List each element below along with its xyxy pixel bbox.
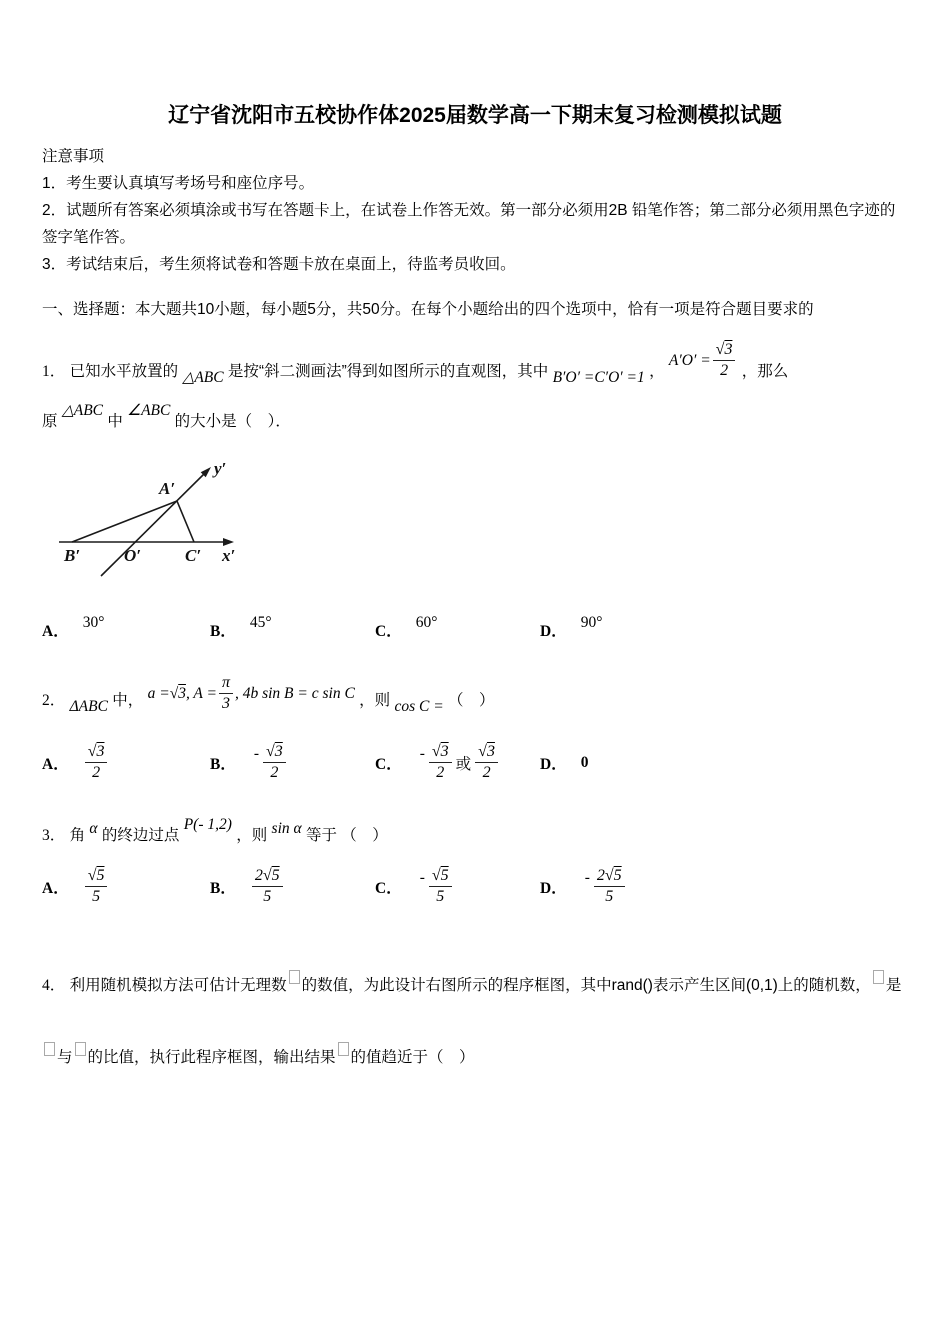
formula-part: , A = — [185, 684, 217, 702]
page-title: 辽宁省沈阳市五校协作体2025届数学高一下期末复习检测模拟试题 — [168, 104, 782, 127]
notice-item: 2．试题所有答案必须填涂或书写在答题卡上，在试卷上作答无效。第一部分必须用2B 铅笔作答；第二部分必须用黑色字迹的签字笔作答。 — [42, 202, 896, 246]
q2-formula — [148, 674, 355, 714]
question-number: 1． — [42, 362, 66, 380]
option-label: B． — [210, 879, 236, 897]
radicand: 3 — [724, 341, 733, 358]
question-4 — [42, 950, 908, 1094]
q1-option-b — [210, 613, 375, 641]
denominator: 2 — [720, 362, 729, 380]
fraction — [475, 743, 498, 783]
question-text: ， — [649, 362, 665, 380]
option-label: D． — [540, 755, 567, 773]
option-value: 90° — [580, 613, 603, 631]
radical-sign: √ — [604, 866, 614, 884]
q1-option-d — [540, 613, 908, 641]
question-text: 中， — [112, 691, 144, 709]
q1-option-a — [42, 613, 210, 641]
point-p-math: P(- 1,2) — [183, 816, 232, 834]
fraction — [252, 867, 283, 907]
fraction — [85, 743, 108, 783]
question-number: 3． — [42, 827, 66, 845]
angle-abc-math: ∠ABC — [127, 401, 171, 419]
formula-part: a = — [147, 684, 170, 702]
question-text: 角 — [69, 827, 86, 845]
label-c-prime: C′ — [185, 545, 202, 565]
q1-options — [42, 613, 908, 641]
numerator: π — [219, 674, 233, 694]
option-label: A． — [42, 755, 69, 773]
equation-ao — [669, 341, 738, 381]
oblique-axonometric-diagram — [56, 458, 286, 588]
denominator: 5 — [605, 888, 614, 906]
q1-option-c — [375, 613, 540, 641]
question-number: 4． — [42, 977, 66, 995]
question-text: 的数值，为此设计右图所示的程序框图，其中rand()表示产生区间(0,1)上的随机数， — [301, 977, 871, 995]
question-text: 与 — [57, 1049, 73, 1067]
triangle-abc-math: △ABC — [182, 368, 224, 386]
notice-item: 1．考生要认真填写考场号和座位序号。 — [42, 175, 315, 192]
q1-figure-container — [56, 458, 908, 593]
option-value: 45° — [249, 613, 272, 631]
q2-option-a — [42, 743, 210, 783]
label-a-prime: A′ — [159, 478, 176, 498]
missing-glyph-box — [289, 970, 300, 984]
option-label: D． — [540, 879, 567, 897]
fraction-sqrt3-over-2 — [713, 341, 736, 381]
question-number: 2． — [42, 691, 66, 709]
missing-glyph-box — [44, 1042, 55, 1056]
missing-glyph-box — [75, 1042, 86, 1056]
q3-option-b — [210, 867, 375, 907]
q2-option-d — [540, 752, 908, 774]
radical-sign: √ — [262, 866, 272, 884]
radicand: 3 — [96, 742, 105, 760]
option-label: C． — [375, 755, 402, 773]
equation-bo-co: B′O′ =C′O′ =1 — [552, 368, 645, 386]
denominator: 5 — [263, 888, 272, 906]
coefficient: 2 — [596, 866, 605, 884]
denominator: 5 — [436, 888, 445, 906]
missing-glyph-box — [338, 1042, 349, 1056]
question-text: 原 — [42, 412, 58, 430]
radical-sign: √ — [431, 866, 441, 884]
radicand: 5 — [271, 866, 280, 884]
option-label: D． — [540, 622, 567, 640]
question-3 — [42, 816, 908, 846]
fraction — [594, 867, 625, 907]
radical-sign: √ — [266, 742, 275, 760]
radicand: 5 — [440, 866, 449, 884]
radicand: 5 — [96, 866, 105, 884]
coefficient: 2 — [254, 866, 263, 884]
q3-option-d — [540, 867, 908, 907]
radical-sign: √ — [169, 684, 179, 702]
question-text: 的终边过点 — [101, 827, 180, 845]
label-x-prime: x′ — [222, 545, 236, 565]
triangle-abc-math: △ABC — [61, 401, 104, 419]
option-label: C． — [375, 879, 402, 897]
section-heading: 一、选择题：本大题共10小题，每小题5分，共50分。在每个小题给出的四个选项中，恰有一项是符合题目要求的 — [42, 301, 814, 318]
option-label: A． — [42, 622, 69, 640]
notice-heading: 注意事项 — [42, 148, 105, 165]
option-label: C． — [375, 622, 402, 640]
denominator: 2 — [92, 764, 101, 782]
question-text: ，则 — [359, 691, 391, 709]
question-text: 已知水平放置的 — [69, 362, 179, 380]
option-value: 60° — [415, 613, 438, 631]
radicand: 3 — [274, 742, 283, 760]
option-value: 30° — [82, 613, 105, 631]
question-text: 的比值，执行此程序框图，输出结果 — [87, 1049, 336, 1067]
question-text: 是按“斜二测画法”得到如图所示的直观图，其中 — [227, 362, 549, 380]
q2-option-c — [375, 743, 540, 783]
x-axis-arrow — [223, 538, 234, 546]
question-2 — [42, 673, 908, 721]
notice-item: 3．考试结束后，考生须将试卷和答题卡放在桌面上，待监考员收回。 — [42, 256, 516, 273]
option-value: 0 — [580, 753, 589, 771]
triangle-abc-math: ΔABC — [69, 697, 108, 715]
denominator: 5 — [92, 888, 101, 906]
answer-blank: （ ） — [447, 691, 495, 709]
denominator: 3 — [221, 695, 230, 713]
or-text: 或 — [455, 755, 472, 773]
fraction — [85, 867, 108, 907]
option-label: A． — [42, 879, 69, 897]
sin-alpha-math: sin α — [271, 820, 302, 838]
radical-sign: √ — [478, 742, 487, 760]
fraction — [429, 743, 452, 783]
question-text: 利用随机模拟方法可估计无理数 — [69, 977, 287, 995]
radicand: 3 — [440, 742, 449, 760]
minus-sign: - — [584, 868, 590, 886]
q2-option-b — [210, 743, 375, 783]
sqrt-3 — [170, 685, 186, 702]
label-o-prime: O′ — [124, 545, 142, 565]
q3-option-c — [375, 867, 540, 907]
option-label: B． — [210, 755, 236, 773]
minus-sign: - — [419, 868, 425, 886]
q2-options — [42, 743, 908, 783]
fraction-pi-over-3 — [219, 674, 233, 714]
question-text: 的值趋近于（ ） — [350, 1049, 475, 1067]
denominator: 2 — [482, 764, 491, 782]
denominator: 2 — [270, 764, 279, 782]
fraction — [429, 867, 452, 907]
alpha-math: α — [89, 820, 98, 838]
fraction — [263, 743, 286, 783]
question-text: ，那么 — [741, 362, 789, 380]
missing-glyph-box — [873, 970, 884, 984]
radical-sign: √ — [87, 742, 97, 760]
q3-options — [42, 867, 908, 907]
formula-part: , 4b sin B = c sin C — [234, 684, 355, 702]
notice-section — [42, 143, 908, 278]
question-text: 中 — [107, 412, 123, 430]
cos-c-math: cos C = — [394, 697, 444, 715]
radicand: 5 — [613, 866, 622, 884]
minus-sign: - — [253, 744, 260, 762]
question-text: ，则 — [236, 827, 268, 845]
question-text: 的大小是（ ）． — [174, 412, 291, 430]
minus-sign: - — [419, 744, 425, 762]
radicand: 3 — [486, 742, 495, 760]
radicand: 3 — [178, 684, 186, 702]
equation-lhs: A′O′ = — [668, 351, 711, 369]
option-label: B． — [210, 622, 236, 640]
denominator: 2 — [436, 764, 445, 782]
label-b-prime: B′ — [64, 545, 81, 565]
radical-sign: √ — [431, 742, 441, 760]
q3-option-a — [42, 867, 210, 907]
radical-sign: √ — [87, 866, 97, 884]
radical-sign: √ — [715, 341, 725, 358]
question-text: 等于 （ ） — [305, 827, 388, 845]
question-1-line-2 — [42, 401, 908, 432]
question-1-line-1 — [42, 341, 908, 392]
question-text: 是 — [885, 977, 902, 995]
label-y-prime: y′ — [214, 458, 227, 478]
